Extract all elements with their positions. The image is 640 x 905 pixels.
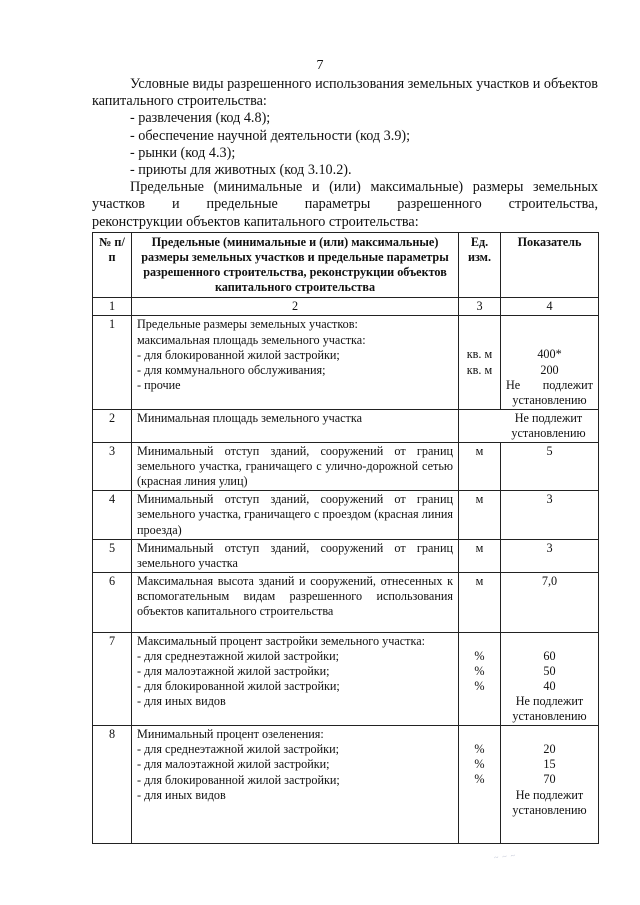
limits-title-line: участков и предельные параметры разрешенного строительства, [92,196,598,213]
header-value: Показатель [501,233,599,298]
row-parameter: Минимальная площадь земельного участка [132,409,459,442]
param-line: - для среднеэтажной жилой застройки; [137,742,339,757]
param-line: - для иных видов [137,787,226,802]
row-parameter [132,632,459,725]
value-line: 400* [537,347,562,362]
unit-line: % [474,648,485,663]
table-header-row [93,233,599,298]
conditional-use-item: - обеспечение научной деятельности (код 3.9); [130,127,411,144]
row-unit [459,726,501,844]
row-value: 5 [501,443,599,491]
row-parameter: Минимальный отступ зданий, сооружений от границ земельного участка, граничащего с проездом (красная линия проезда) [132,491,459,539]
row-value [501,726,599,844]
param-line: - для среднеэтажной жилой застройки; [137,648,339,663]
table-row [93,726,599,844]
value-line: Не подлежит [515,694,584,709]
table-row [93,443,599,491]
value-line: установлению [511,425,586,440]
table-row [93,632,599,725]
intro-text [92,76,598,231]
param-line: Предельные размеры земельных участков: [137,317,358,332]
row-value [501,316,599,409]
value-line: 50 [543,663,556,678]
param-line: - для малоэтажной жилой застройки; [137,663,330,678]
value-line: 20 [543,742,556,757]
row-unit: м [459,572,501,632]
table-row [93,491,599,539]
faint-stamp-mark: ~ ~ ~ [493,850,517,863]
param-line: - для иных видов [137,694,226,709]
header-parameter: Предельные (минимальные и (или) максимальные) размеры земельных участков и предельные параметры разрешенного строительства, реконструкции объектов капитального строительства [132,233,459,298]
value-line: установлению [512,802,587,817]
row-value: 3 [501,539,599,572]
unit-line: % [474,742,485,757]
row-unit: м [459,443,501,491]
row-parameter [132,726,459,844]
value-line: 15 [543,757,556,772]
unit-line: кв. м [466,362,493,377]
header-num: № п/п [93,233,132,298]
unit-line: % [474,663,485,678]
row-num: 8 [93,726,132,844]
param-line: - для блокированной жилой застройки; [137,347,340,362]
value-line: 200 [540,362,559,377]
param-line: - для блокированной жилой застройки; [137,772,340,787]
row-parameter [132,316,459,409]
table-row [93,572,599,632]
value-line: Не подлежит [506,377,593,392]
row-num: 7 [93,632,132,725]
parameters-table [92,232,599,844]
table-row [93,316,599,409]
row-unit: м [459,539,501,572]
page-number: 7 [316,58,324,73]
value-line: установлению [512,709,587,724]
param-line: - для коммунального обслуживания; [137,362,326,377]
row-parameter: Минимальный отступ зданий, сооружений от границ земельного участка [132,539,459,572]
row-num: 4 [93,491,132,539]
value-line: Не подлежит [515,787,584,802]
row-num: 5 [93,539,132,572]
limits-title-line: реконструкции объектов капитального строительства: [92,213,419,230]
row-num: 3 [93,443,132,491]
header-unit: Ед. изм. [459,233,501,298]
row-merged-value [459,409,599,442]
unit-line: % [474,772,485,787]
row-unit [459,316,501,409]
column-number: 3 [459,298,501,316]
table-row [93,539,599,572]
limits-title-line: Предельные (минимальные и (или) максимальные) размеры земельных [130,179,598,196]
row-unit: м [459,491,501,539]
column-number-row [93,298,599,316]
row-value: 7,0 [501,572,599,632]
row-num: 1 [93,316,132,409]
unit-line: % [474,678,485,693]
row-parameter: Минимальный отступ зданий, сооружений от границ земельного участка, граничащего с улично-дорожной сетью (красная линия улиц) [132,443,459,491]
unit-line: кв. м [466,347,493,362]
param-line: - для малоэтажной жилой застройки; [137,757,330,772]
unit-line: % [474,757,485,772]
conditional-use-item: - рынки (код 4.3); [130,144,236,161]
column-number: 1 [93,298,132,316]
column-number: 4 [501,298,599,316]
param-line: Минимальный процент озеленения: [137,727,324,742]
value-line: 60 [543,648,556,663]
row-num: 6 [93,572,132,632]
row-num: 2 [93,409,132,442]
value-line: 70 [543,772,556,787]
row-unit [459,632,501,725]
row-value [501,632,599,725]
conditional-use-item: - приюты для животных (код 3.10.2). [130,162,352,179]
row-parameter: Максимальная высота зданий и сооружений, отнесенных к вспомогательным видам разрешенного использования объектов капитального строительства [132,572,459,632]
value-line: 40 [543,678,556,693]
column-number: 2 [132,298,459,316]
param-line: Максимальный процент застройки земельного участка: [137,633,426,648]
conditional-use-item: - развлечения (код 4.8); [130,110,271,127]
value-line: установлению [512,392,587,407]
param-line: максимальная площадь земельного участка: [137,332,366,347]
param-line: - прочие [137,377,181,392]
conditional-uses-title: Условные виды разрешенного использования земельных участков и объектов капитального строительства: [92,76,598,110]
table-row [93,409,599,442]
value-line: Не подлежит [514,410,583,425]
param-line: - для блокированной жилой застройки; [137,679,340,694]
row-value: 3 [501,491,599,539]
